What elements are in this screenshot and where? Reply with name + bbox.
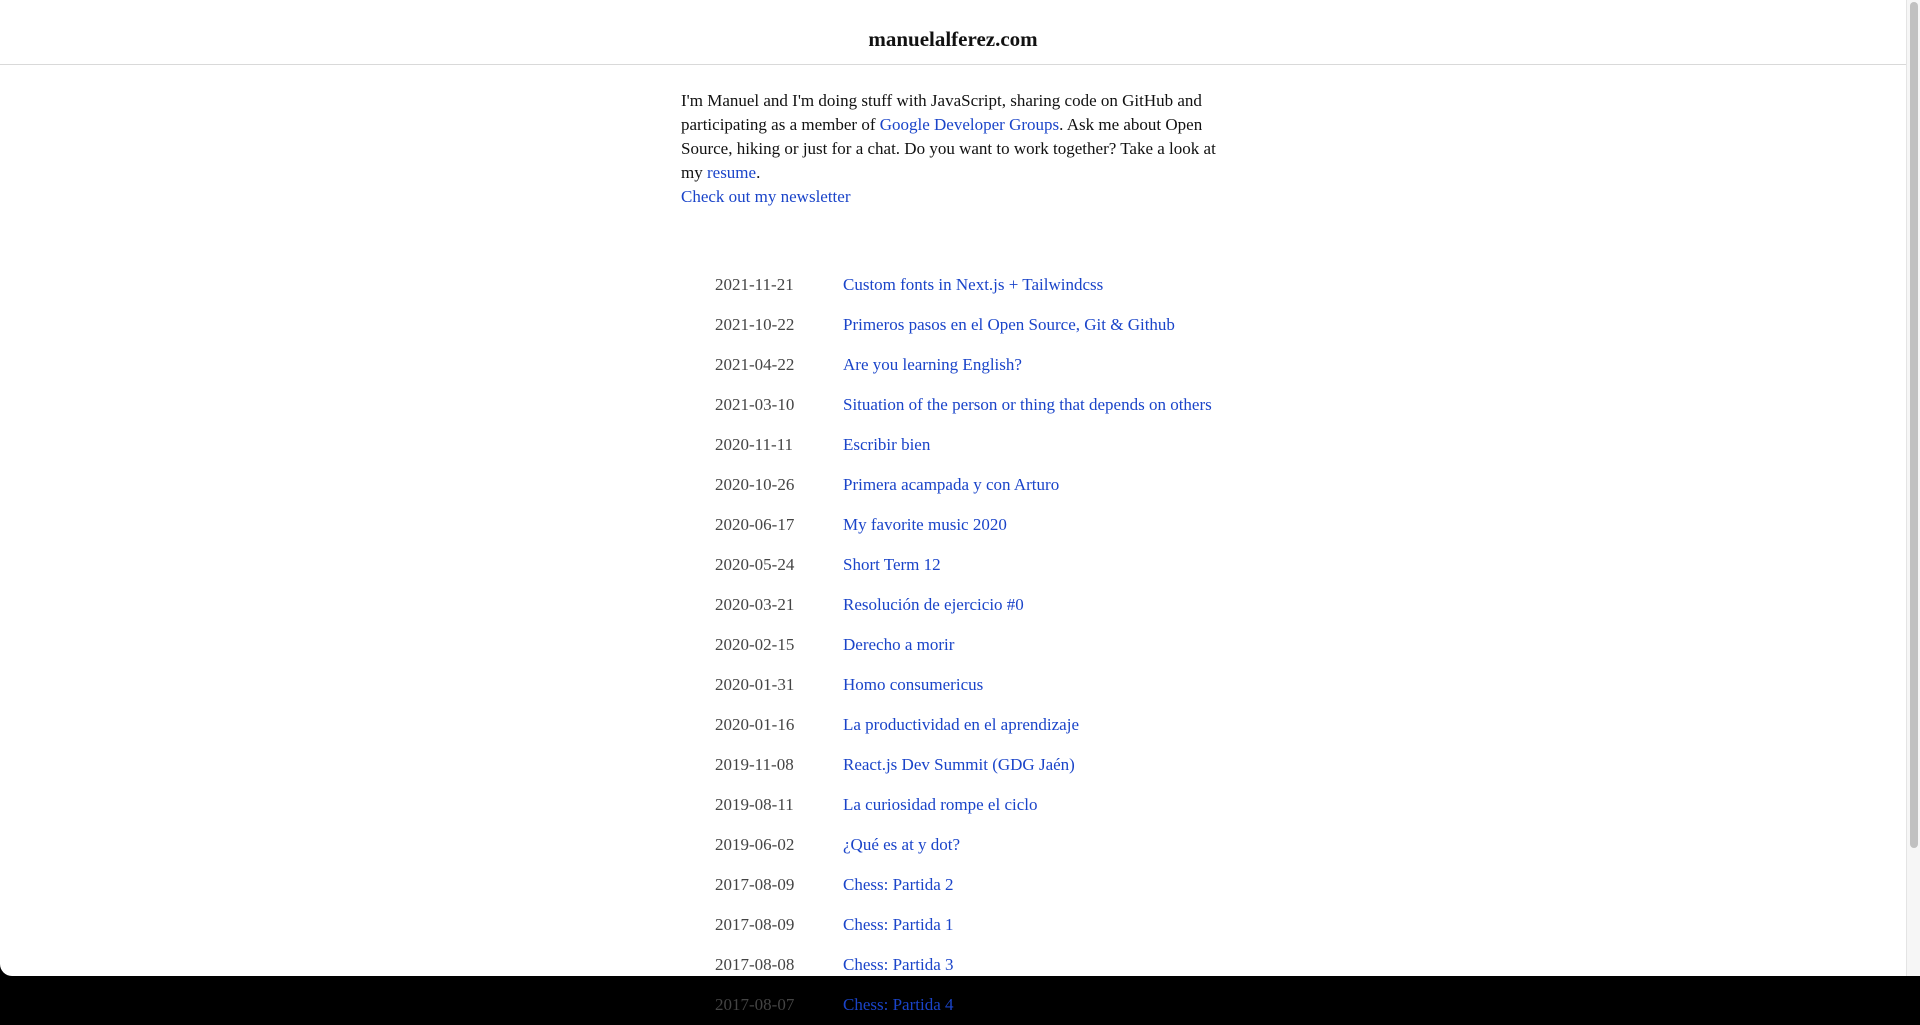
- post-item: [681, 265, 1227, 305]
- post-item: [681, 945, 1227, 985]
- post-item: [681, 505, 1227, 545]
- post-item: [681, 865, 1227, 905]
- post-item: [681, 785, 1227, 825]
- post-title-link[interactable]: Situation of the person or thing that depends on others: [843, 395, 1212, 414]
- intro-paragraph: [681, 89, 1227, 209]
- post-title-link[interactable]: Escribir bien: [843, 435, 931, 454]
- post-item: [681, 465, 1227, 505]
- site-header: [0, 0, 1920, 65]
- post-date: 2020-05-24: [715, 555, 795, 574]
- post-list: [681, 265, 1227, 1025]
- post-date: 2021-10-22: [715, 315, 795, 334]
- post-date: 2021-11-21: [715, 275, 794, 294]
- intro-text-3: .: [756, 163, 761, 182]
- post-item: [681, 905, 1227, 945]
- post-date: 2019-06-02: [715, 835, 795, 854]
- post-item: [681, 585, 1227, 625]
- post-item: [681, 665, 1227, 705]
- newsletter-link[interactable]: Check out my newsletter: [681, 187, 851, 206]
- post-title-link[interactable]: Resolución de ejercicio #0: [843, 595, 1024, 614]
- post-date: 2017-08-07: [715, 995, 795, 1014]
- post-date: 2017-08-09: [715, 915, 795, 934]
- post-title-link[interactable]: Primeros pasos en el Open Source, Git & Github: [843, 315, 1175, 334]
- post-title-link[interactable]: Homo consumericus: [843, 675, 984, 694]
- post-item: [681, 705, 1227, 745]
- post-date: 2021-04-22: [715, 355, 795, 374]
- post-item: [681, 345, 1227, 385]
- intro-text-2: . Ask me about Open Source, hiking or just for a chat. Do you want to work together? Take a look at my: [681, 115, 1216, 182]
- post-date: 2017-08-08: [715, 955, 795, 974]
- main-content: [681, 65, 1227, 1025]
- post-date: 2021-03-10: [715, 395, 795, 414]
- post-date: 2020-03-21: [715, 595, 795, 614]
- post-date: 2020-06-17: [715, 515, 795, 534]
- post-date: 2020-01-31: [715, 675, 795, 694]
- resume-link[interactable]: resume: [706, 163, 757, 182]
- post-item: [681, 625, 1227, 665]
- site-title-link[interactable]: manuelalferez.com: [868, 26, 1038, 51]
- post-title-link[interactable]: Chess: Partida 2: [843, 875, 954, 894]
- post-title-link[interactable]: Chess: Partida 4: [843, 995, 954, 1014]
- post-item: [681, 985, 1227, 1025]
- post-title-link[interactable]: ¿Qué es at y dot?: [843, 835, 961, 854]
- post-title-link[interactable]: React.js Dev Summit (GDG Jaén): [843, 755, 1075, 774]
- post-item: [681, 305, 1227, 345]
- scrollbar-thumb[interactable]: [1910, 2, 1918, 848]
- google-developer-groups-link[interactable]: Google Developer Groups: [879, 115, 1060, 134]
- post-date: 2020-02-15: [715, 635, 795, 654]
- post-title-link[interactable]: Derecho a morir: [843, 635, 955, 654]
- post-title-link[interactable]: My favorite music 2020: [843, 515, 1007, 534]
- post-date: 2019-11-08: [715, 755, 794, 774]
- vertical-scrollbar[interactable]: [1906, 0, 1920, 976]
- post-date: 2020-10-26: [715, 475, 795, 494]
- post-item: [681, 745, 1227, 785]
- post-title-link[interactable]: Are you learning English?: [843, 355, 1022, 374]
- post-item: [681, 425, 1227, 465]
- post-title-link[interactable]: Chess: Partida 3: [843, 955, 954, 974]
- post-date: 2020-11-11: [715, 435, 794, 454]
- post-date: 2019-08-11: [715, 795, 794, 814]
- post-item: [681, 825, 1227, 865]
- post-title-link[interactable]: Primera acampada y con Arturo: [843, 475, 1060, 494]
- post-date: 2020-01-16: [715, 715, 795, 734]
- post-title-link[interactable]: Custom fonts in Next.js + Tailwindcss: [843, 275, 1104, 294]
- post-date: 2017-08-09: [715, 875, 795, 894]
- post-title-link[interactable]: La curiosidad rompe el ciclo: [843, 795, 1038, 814]
- post-title-link[interactable]: La productividad en el aprendizaje: [843, 715, 1079, 734]
- post-title-link[interactable]: Chess: Partida 1: [843, 915, 954, 934]
- post-item: [681, 545, 1227, 585]
- post-title-link[interactable]: Short Term 12: [843, 555, 941, 574]
- intro-text-1: I'm Manuel and I'm doing stuff with JavaScript, sharing code on GitHub and participating as a member of: [681, 91, 1202, 134]
- post-item: [681, 385, 1227, 425]
